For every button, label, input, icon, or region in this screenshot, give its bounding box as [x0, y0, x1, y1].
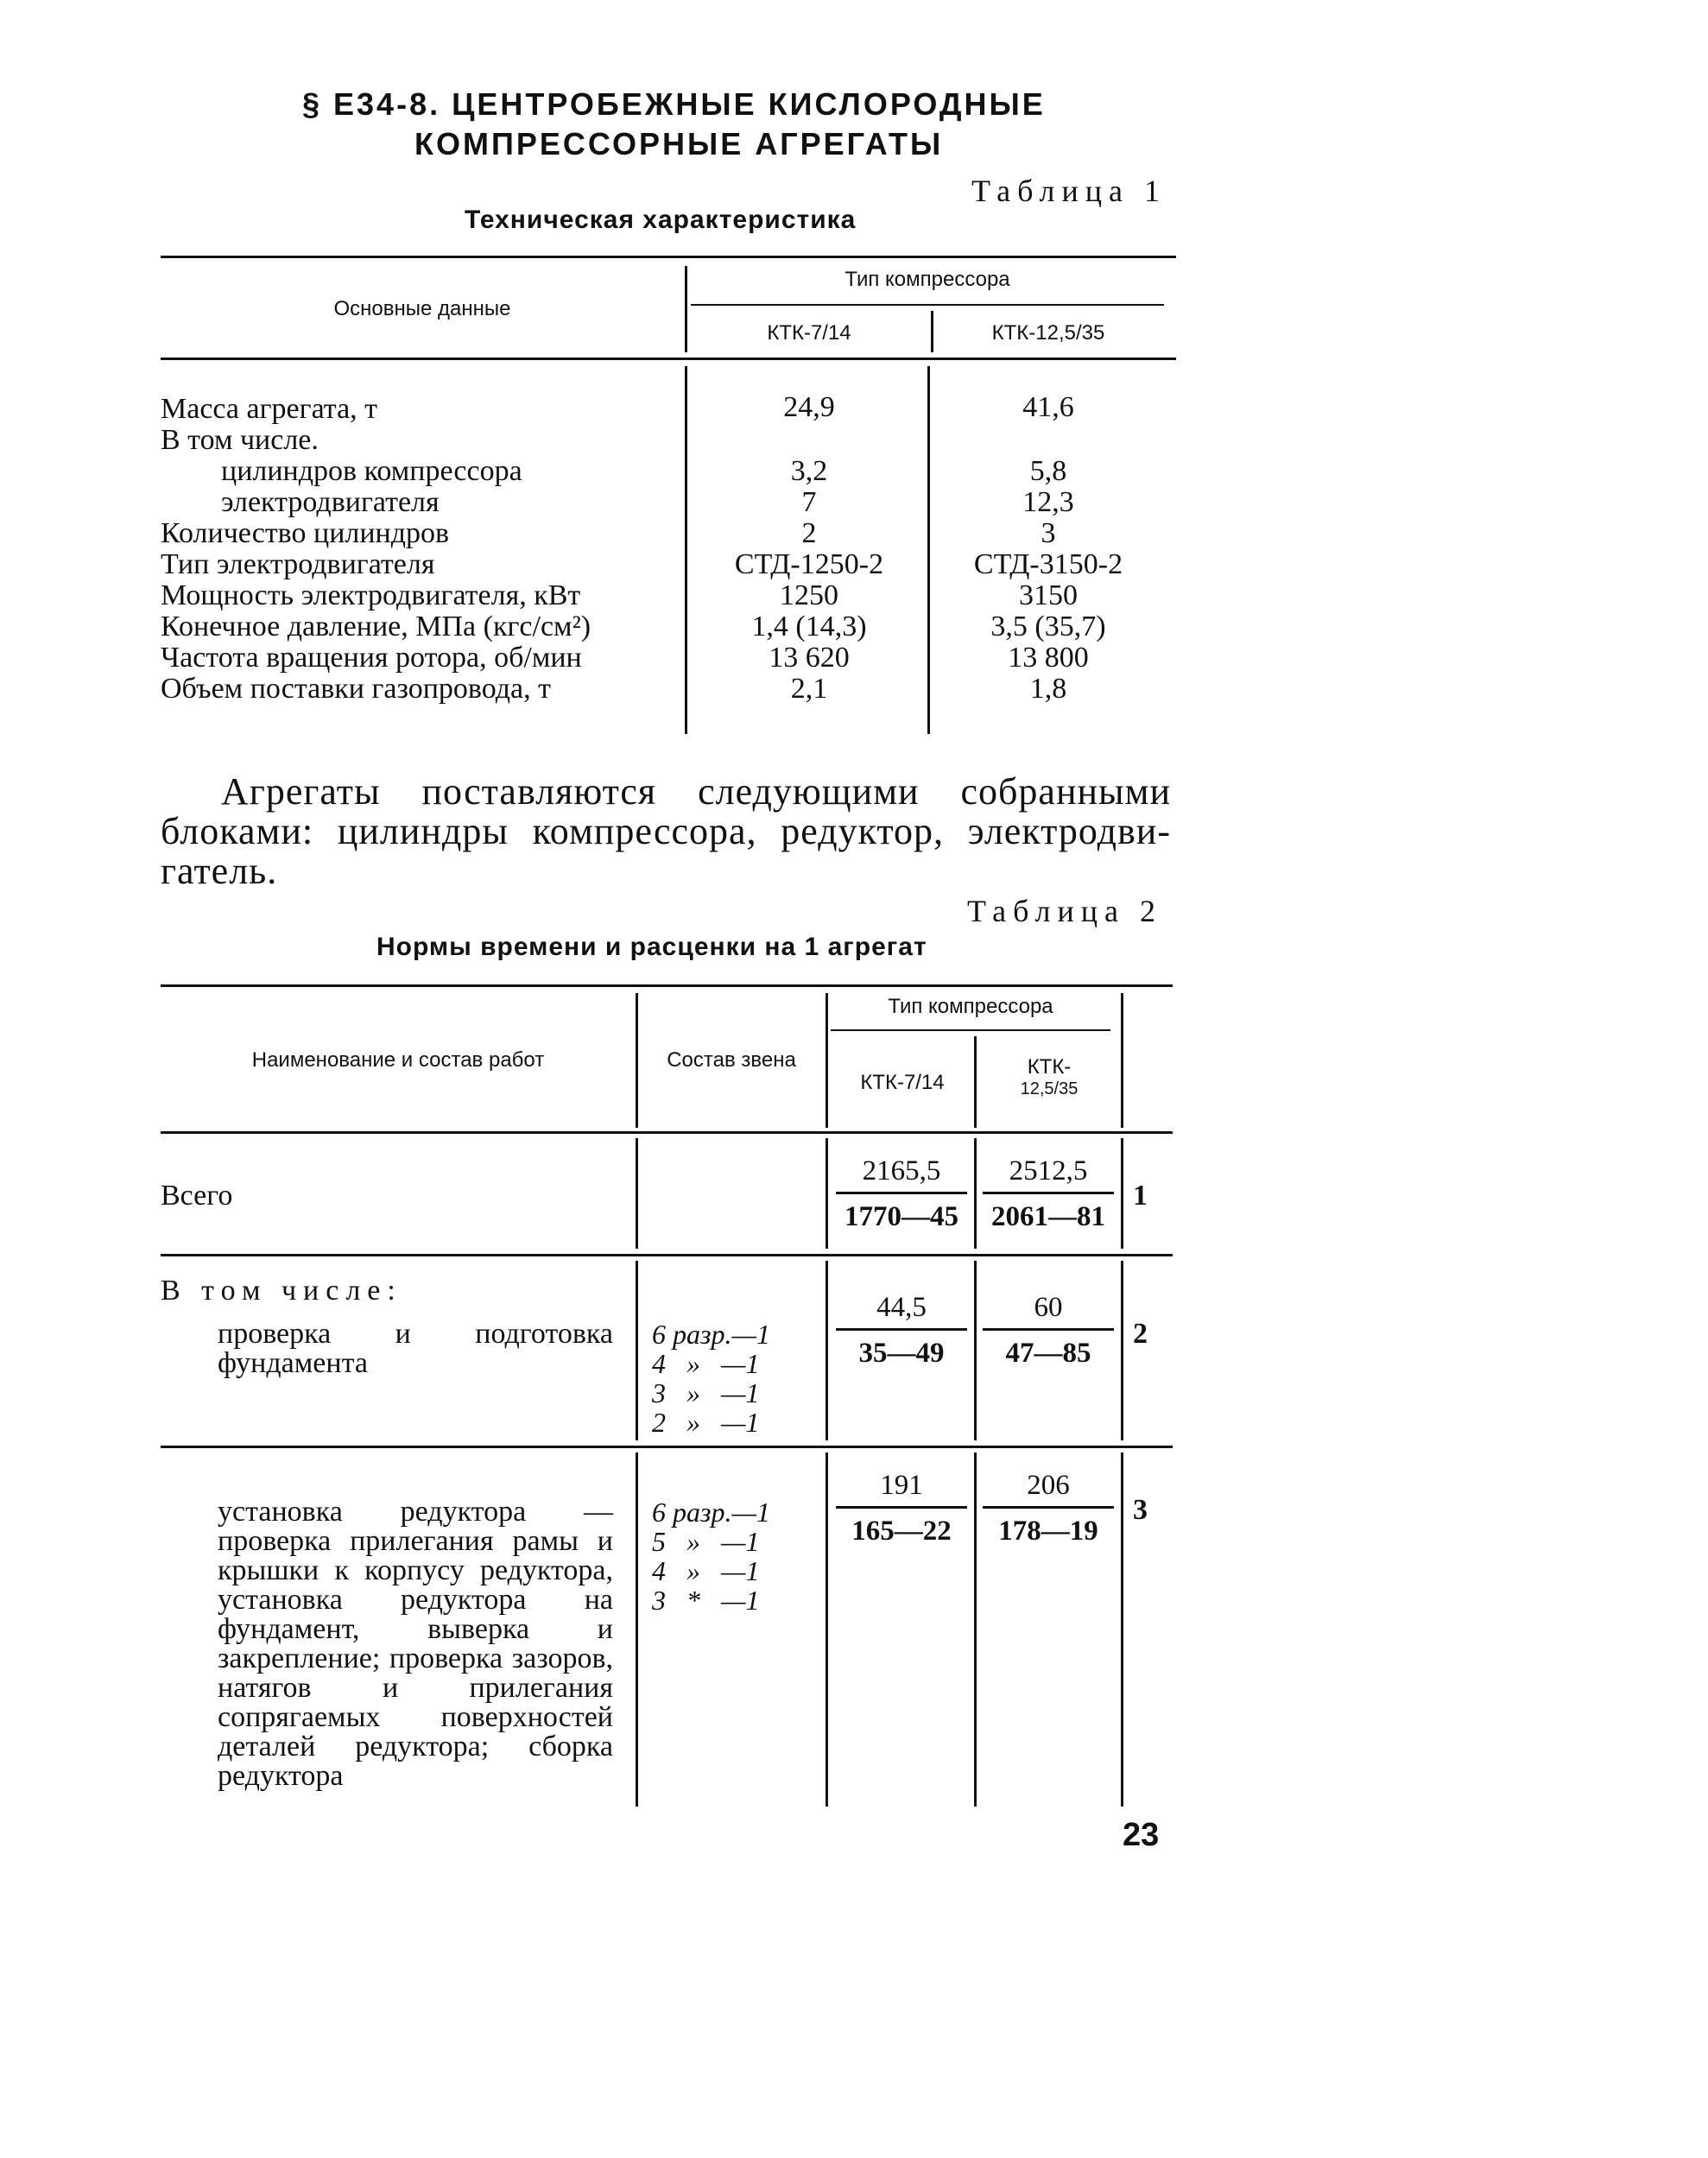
- table1-header-rule: [161, 358, 1176, 360]
- rate: 35—49: [858, 1338, 945, 1369]
- fraction-bar: [983, 1328, 1114, 1331]
- crew-line: 3 » —1: [652, 1377, 760, 1408]
- table2-group-rule: [831, 1029, 1110, 1031]
- table2-row-rule: [161, 1446, 1173, 1448]
- table2-col-divider: [826, 1138, 828, 1249]
- table1-row-name: В том числе.: [161, 424, 319, 456]
- table2-col-divider: [1121, 1452, 1123, 1807]
- table2-reducer-value-a: [829, 1468, 974, 1548]
- crew-line: 3 * —1: [652, 1585, 760, 1616]
- paragraph-line: блоками: цилиндры компрессора, редуктор, электродви-: [161, 810, 1171, 852]
- table2-col-divider: [1121, 1261, 1123, 1440]
- fraction-bar: [836, 1506, 967, 1509]
- table1-value-b: 3150: [1019, 579, 1078, 611]
- fraction-bar: [836, 1328, 967, 1331]
- table1-value-b: СТД-3150-2: [973, 548, 1123, 580]
- norm-time: 191: [880, 1470, 923, 1501]
- table1-col-divider: [927, 366, 930, 734]
- norm-time: 44,5: [876, 1292, 927, 1323]
- norm-time: 60: [1034, 1292, 1063, 1323]
- table2-total-label: Всего: [161, 1180, 233, 1212]
- table1-value-a: 3,2: [790, 455, 828, 487]
- table1-value-a: 24,9: [783, 391, 835, 423]
- table2-total-value-b: [976, 1154, 1121, 1234]
- table1-value-b: 3: [1041, 517, 1056, 549]
- table1-row-name: электродвигателя: [221, 486, 440, 518]
- paragraph-line: Агрегаты поставляются следующими собранными: [221, 770, 1171, 813]
- table2-foundation-value-b: [976, 1290, 1121, 1370]
- rate: 178—19: [998, 1516, 1098, 1547]
- table2-col-divider: [826, 1261, 828, 1440]
- table1-value-a: 1250: [780, 579, 838, 611]
- crew-line: 2 » —1: [652, 1407, 760, 1438]
- table1-value-a: 2: [801, 517, 817, 549]
- table2-header-name: Наименование и состав работ: [251, 1048, 545, 1072]
- table2-row-number: 3: [1133, 1494, 1148, 1526]
- table1-col-divider: [685, 366, 687, 734]
- table1-header-col-b: КТК-12,5/35: [991, 321, 1105, 345]
- crew-line: 6 разр.—1: [652, 1497, 770, 1528]
- table2-row-number: 1: [1133, 1180, 1148, 1212]
- rate: 1770—45: [845, 1201, 958, 1232]
- table2-incl-label: В том числе:: [161, 1275, 402, 1307]
- norm-time: 2512,5: [1009, 1155, 1088, 1187]
- table2-col-divider: [636, 1138, 638, 1249]
- table1-label: Таблица 1: [971, 174, 1167, 208]
- section-heading: [302, 85, 1079, 164]
- table1-row-name: цилиндров компрессора: [221, 455, 522, 487]
- table1-row-name: Частота вращения ротора, об/мин: [161, 642, 582, 674]
- page-number: 23: [1123, 1817, 1160, 1853]
- paragraph-line: гатель.: [161, 850, 278, 892]
- table2-label: Таблица 2: [967, 894, 1162, 928]
- table1-row-name: Мощность электродвигателя, кВт: [161, 579, 581, 611]
- norm-time: 206: [1027, 1470, 1070, 1501]
- table1-value-a: СТД-1250-2: [734, 548, 884, 580]
- crew-line: 4 » —1: [652, 1555, 760, 1586]
- table1-row-name: Конечное давление, МПа (кгс/см²): [161, 611, 591, 642]
- table2-header-crew: Состав звена: [667, 1048, 796, 1072]
- table2-header-col-b-line1: КТК-: [1027, 1055, 1072, 1079]
- table1-row-name: Масса агрегата, т: [161, 393, 378, 425]
- crew-line: 6 разр.—1: [652, 1319, 770, 1350]
- table1-value-b: 41,6: [1022, 391, 1074, 423]
- table2-row-number: 2: [1133, 1318, 1148, 1350]
- table2-col-divider: [636, 1261, 638, 1440]
- table2-row-rule: [161, 1254, 1173, 1256]
- fraction-bar: [836, 1192, 967, 1194]
- body-paragraph: [161, 772, 1171, 891]
- table1-header-divider: [685, 266, 687, 352]
- table1-value-a: 2,1: [790, 673, 828, 705]
- table1-value-b: 12,3: [1022, 486, 1074, 518]
- fraction-bar: [983, 1192, 1114, 1194]
- table2-header-col-b-line2: 12,5/35: [1020, 1079, 1079, 1098]
- table1-header-main: Основные данные: [333, 297, 511, 320]
- table1-value-b: 13 800: [1008, 642, 1089, 674]
- rate: 47—85: [1005, 1338, 1091, 1369]
- table1-header-col-a: КТК-7/14: [767, 321, 851, 345]
- table1-top-rule: [161, 256, 1176, 258]
- norm-time: 2165,5: [862, 1155, 941, 1187]
- table1-value-b: 3,5 (35,7): [990, 611, 1106, 642]
- crew-line: 5 » —1: [652, 1526, 760, 1557]
- table1-value-b: 5,8: [1029, 455, 1067, 487]
- table2-header-col-b: [977, 1057, 1121, 1099]
- table2-col-divider: [826, 1452, 828, 1807]
- rate: 165—22: [851, 1516, 952, 1547]
- table2-header-rule: [161, 1131, 1173, 1134]
- table2-header-col-a: КТК-7/14: [860, 1071, 945, 1094]
- table1-row-name: Количество цилиндров: [161, 517, 450, 549]
- table2-col-divider: [974, 1036, 977, 1128]
- table2-col-divider: [1121, 993, 1123, 1128]
- table2-col-divider: [1121, 1138, 1123, 1249]
- table2-work-name: установка редуктора — проверка прилегания рамы и крышки к корпусу редуктора, установка редуктора на фундамент, выверка и закрепление; проверка зазоров, натягов и прилегания сопрягаемых поверхностей деталей редуктора; сборка редуктора: [218, 1496, 613, 1792]
- table2-col-divider: [636, 993, 638, 1128]
- table1-value-a: 1,4 (14,3): [751, 611, 867, 642]
- table1-value-a: 13 620: [769, 642, 850, 674]
- table1-group-rule: [691, 304, 1164, 306]
- table1-row-name: Тип электродвигателя: [161, 548, 435, 580]
- rate: 2061—81: [991, 1201, 1105, 1232]
- table1-caption: Техническая характеристика: [465, 206, 857, 234]
- table1-row-name: Объем поставки газопровода, т: [161, 673, 552, 705]
- table2-work-name: проверка и подготовка фундамента: [218, 1318, 613, 1379]
- table2-col-divider: [826, 993, 828, 1128]
- table1-header-group: Тип компрессора: [845, 268, 1010, 291]
- table2-total-value-a: [829, 1154, 974, 1234]
- table1-value-b: 1,8: [1029, 673, 1067, 705]
- table2-header-group: Тип компрессора: [888, 995, 1053, 1018]
- table2-col-divider: [636, 1452, 638, 1807]
- table2-caption: Нормы времени и расценки на 1 агрегат: [376, 933, 927, 961]
- table1-value-a: 7: [801, 486, 817, 518]
- table2-foundation-value-a: [829, 1290, 974, 1370]
- heading-line-1: § Е34-8. ЦЕНТРОБЕЖНЫЕ КИСЛОРОДНЫЕ: [302, 86, 1046, 122]
- table2-top-rule: [161, 984, 1173, 987]
- heading-line-2: КОМПРЕССОРНЫЕ АГРЕГАТЫ: [414, 126, 944, 161]
- crew-line: 4 » —1: [652, 1348, 760, 1379]
- table2-reducer-value-b: [976, 1468, 1121, 1548]
- fraction-bar: [983, 1506, 1114, 1509]
